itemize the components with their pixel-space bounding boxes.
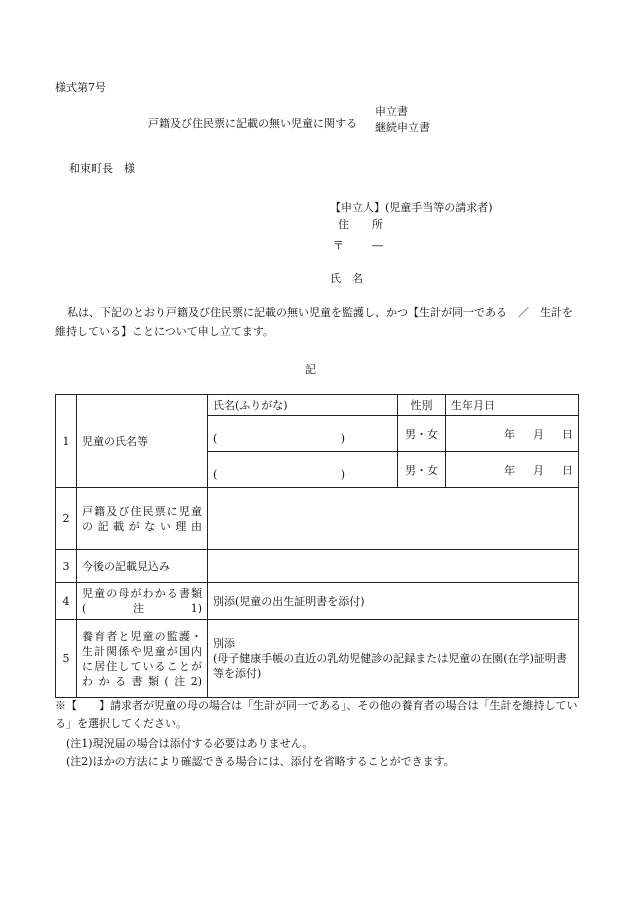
title-options <box>375 104 430 136</box>
row-label: 養育者と児童の監護・生計関係や児童が国内に居住していることがわかる書類(注2) <box>77 620 208 698</box>
row-content: 別添(児童の出生証明書を添付) <box>208 583 579 620</box>
document-title: 戸籍及び住民票に記載の無い児童に関する <box>148 117 357 130</box>
table-row <box>56 583 579 620</box>
row-content-line: 別添 <box>213 637 235 650</box>
paren-open: ( <box>213 468 218 481</box>
column-header-name-kana: 氏名(ふりがな) <box>208 395 398 416</box>
form-number: 様式第7号 <box>55 81 106 94</box>
column-header-birthdate: 生年月日 <box>446 395 579 416</box>
paren-close: ) <box>340 432 345 445</box>
ki-heading: 記 <box>305 363 316 376</box>
sex-option[interactable]: 男・女 <box>398 416 446 452</box>
birthdate-cell[interactable] <box>446 452 579 488</box>
row-number: 5 <box>56 620 77 698</box>
row-content <box>208 620 579 698</box>
child-name-cell[interactable] <box>208 452 398 488</box>
postal-dash: ― <box>372 239 383 252</box>
child-name-cell[interactable] <box>208 416 398 452</box>
table-row <box>56 488 579 550</box>
applicant-heading: 【申立人】(児童手当等の請求者) <box>330 201 493 214</box>
outlook-input-cell[interactable] <box>208 550 579 583</box>
row-number: 3 <box>56 550 77 583</box>
note-1: (注1)現況届の場合は添付する必要はありません。 <box>66 737 314 750</box>
child-info-table <box>55 394 579 698</box>
table-row <box>56 395 579 416</box>
title-option-application: 申立書 <box>375 105 408 118</box>
postal-code-line <box>333 237 383 253</box>
day-label: 日 <box>562 463 573 477</box>
paren-close: ) <box>340 468 345 481</box>
row-number: 2 <box>56 488 77 550</box>
addressee: 和束町長 様 <box>69 162 135 175</box>
row-number: 1 <box>56 395 77 488</box>
address-label: 住 所 <box>338 218 389 231</box>
paren-open: ( <box>213 432 218 445</box>
row-label: 児童の母がわかる書類(注1) <box>77 583 208 620</box>
reason-input-cell[interactable] <box>208 488 579 550</box>
postal-mark: 〒 <box>333 239 344 252</box>
month-label: 月 <box>533 427 544 441</box>
declaration-text: 私は、下記のとおり戸籍及び住民票に記載の無い児童を監護し、かつ【生計が同一である ／ 生計を維持している】ことについて申し立てます。 <box>55 306 573 338</box>
row-label: 戸籍及び住民票に児童の記載がない理由 <box>77 488 208 550</box>
sex-option[interactable]: 男・女 <box>398 452 446 488</box>
column-header-sex: 性別 <box>398 395 446 416</box>
note-2: (注2)ほかの方法により確認できる場合には、添付を省略することができます。 <box>66 755 455 768</box>
table-row <box>56 620 579 698</box>
row-label: 児童の氏名等 <box>77 395 208 488</box>
row-content-line: (母子健康手帳の直近の乳幼児健診の記録または児童の在園(在学)証明書等を添付) <box>213 652 567 680</box>
table-row <box>56 550 579 583</box>
day-label: 日 <box>562 427 573 441</box>
month-label: 月 <box>533 463 544 477</box>
name-label: 氏 名 <box>330 272 363 285</box>
title-option-continuation: 継続申立書 <box>375 121 430 134</box>
year-label: 年 <box>504 463 515 477</box>
birthdate-cell[interactable] <box>446 416 579 452</box>
row-number: 4 <box>56 583 77 620</box>
year-label: 年 <box>504 427 515 441</box>
note-selection: ※【 】請求者が児童の母の場合は「生計が同一である」、その他の養育者の場合は「生計を維持している」を選択してください。 <box>55 699 578 730</box>
row-label: 今後の記載見込み <box>77 550 208 583</box>
